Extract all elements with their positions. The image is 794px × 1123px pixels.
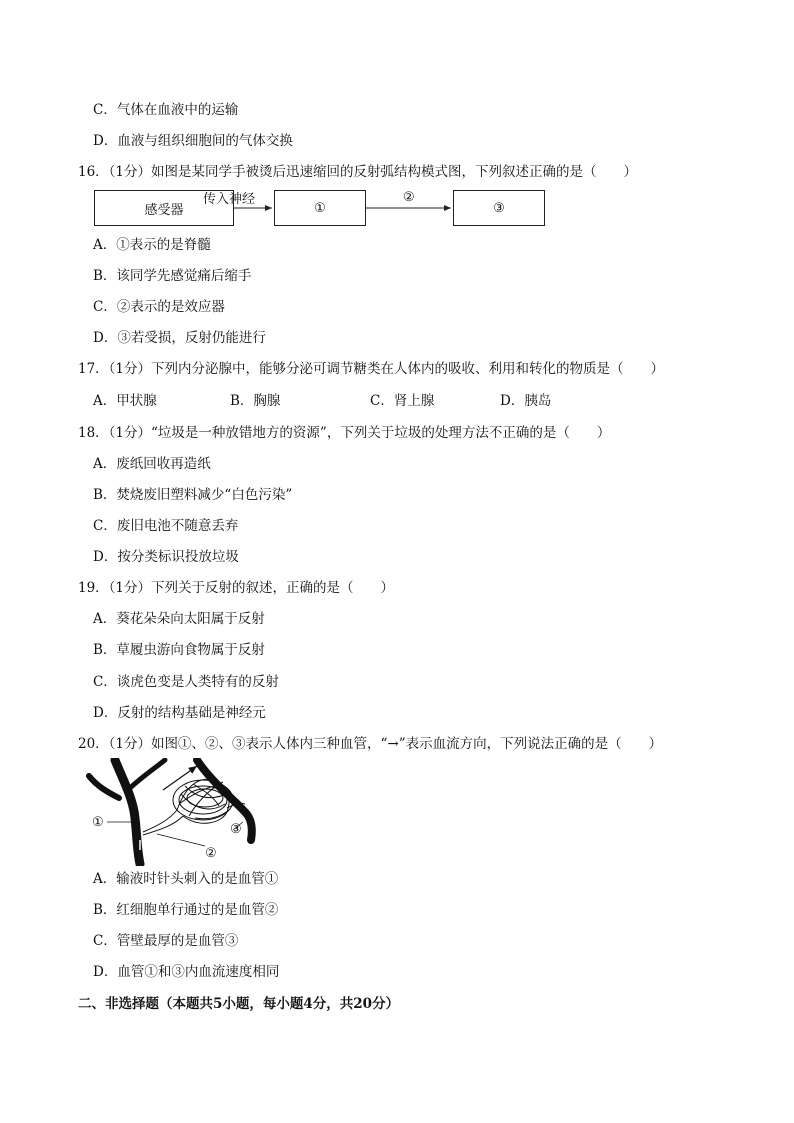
- q20-option-a: A．输液时针头刺入的是血管①: [93, 871, 279, 887]
- q16-option-d: D．③若受损，反射仍能进行: [93, 330, 266, 346]
- vessel-3-label: ③: [230, 822, 242, 837]
- q20-option-c: C．管壁最厚的是血管③: [93, 933, 239, 949]
- q16-stem: 16．（1分）如图是某同学手被烫后迅速缩回的反射弧结构模式图，下列叙述正确的是（ ）: [78, 164, 638, 180]
- vessel-3: [197, 760, 252, 840]
- q15-option-d: D．血液与组织细胞间的气体交换: [93, 133, 293, 149]
- q20-option-b: B．红细胞单行通过的是血管②: [93, 902, 279, 918]
- q19-option-d: D．反射的结构基础是神经元: [93, 705, 266, 721]
- q20-stem: 20．（1分）如图①、②、③表示人体内三种血管，“→”表示血流方向，下列说法正确的是（ ）: [78, 736, 663, 752]
- q18-option-d: D．按分类标识投放垃圾: [93, 549, 239, 565]
- reflex-arrows: [0, 0, 794, 240]
- q19-option-b: B．草履虫游向食物属于反射: [93, 642, 265, 658]
- q19-stem: 19．（1分）下列关于反射的叙述，正确的是（ ）: [78, 580, 395, 596]
- q19-option-c: C．谈虎色变是人类特有的反射: [93, 674, 279, 690]
- q18-option-c: C．废旧电池不随意丢弃: [93, 518, 239, 534]
- q17-option-a: A．甲状腺: [93, 393, 157, 409]
- vessel-2-label: ②: [205, 846, 217, 861]
- structure-1-label: ①: [314, 200, 326, 216]
- vessel-1: [115, 760, 140, 864]
- q18-stem: 18．（1分）“垃圾是一种放错地方的资源”，下列关于垃圾的处理方法不正确的是（ ）: [78, 425, 611, 441]
- q16-option-a: A．①表示的是脊髓: [93, 237, 211, 253]
- arrow-2-label: ②: [403, 190, 415, 205]
- afferent-nerve-label: 传入神经: [203, 192, 256, 207]
- vessel-1-label: ①: [92, 815, 104, 830]
- q18-option-a: A．废纸回收再造纸: [93, 456, 211, 472]
- q17-option-d: D．胰岛: [500, 393, 552, 409]
- q15-option-c: C．气体在血液中的运输: [93, 102, 239, 118]
- receptor-label: 感受器: [144, 202, 184, 218]
- q19-option-a: A．葵花朵朵向太阳属于反射: [93, 611, 265, 627]
- flow-direction-arrow: [163, 766, 197, 790]
- q17-option-b: B．胸腺: [230, 393, 281, 409]
- q17-stem: 17．（1分）下列内分泌腺中，能够分泌可调节糖类在人体内的吸收、利用和转化的物质是（ ）: [78, 361, 665, 377]
- q16-option-c: C．②表示的是效应器: [93, 299, 225, 315]
- q18-option-b: B．焚烧废旧塑料减少“白色污染”: [93, 487, 293, 503]
- structure-3-label: ③: [493, 200, 505, 216]
- blood-vessel-drawing: [85, 758, 270, 866]
- q16-option-b: B．该同学先感觉痛后缩手: [93, 268, 252, 284]
- section-2-heading: 二、非选择题（本题共5小题，每小题4分，共20分）: [78, 996, 400, 1012]
- q20-option-d: D．血管①和③内血流速度相同: [93, 964, 280, 980]
- q17-option-c: C．肾上腺: [370, 393, 435, 409]
